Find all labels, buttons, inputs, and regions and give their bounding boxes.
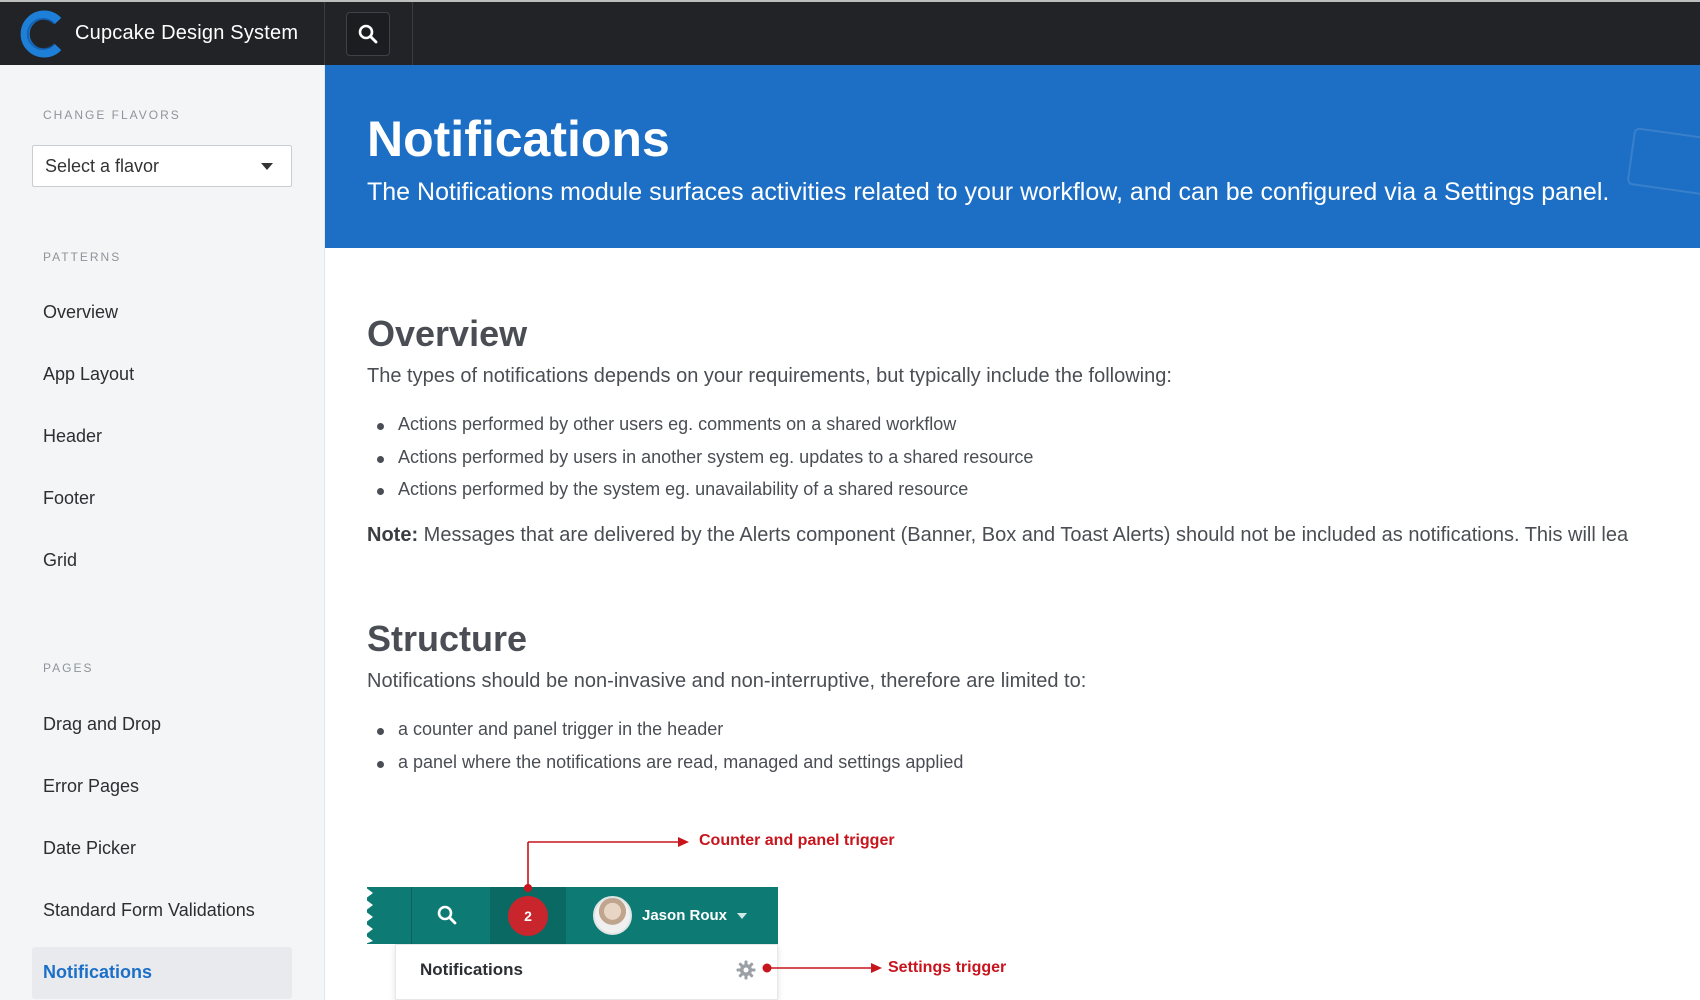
sidebar-item-label: Header (43, 426, 103, 446)
sidebar-item-footer[interactable] (32, 473, 292, 525)
callout-settings-label: Settings trigger (888, 959, 1007, 976)
user-name: Jason Roux (642, 907, 728, 924)
pages-heading: PAGES (43, 661, 94, 675)
note-label: Note: (367, 524, 419, 546)
sidebar-item-label: Notifications (43, 962, 153, 982)
sidebar-item-error-pages[interactable] (32, 761, 292, 813)
sidebar-item-header[interactable] (32, 411, 292, 463)
app-title: Cupcake Design System (75, 22, 299, 44)
sidebar-item-label: Grid (43, 550, 78, 570)
flavor-select-value: Select a flavor (45, 156, 160, 176)
overview-heading: Overview (367, 313, 528, 354)
sidebar-item-notifications[interactable] (32, 947, 292, 999)
overview-list (377, 414, 1033, 512)
search-button[interactable] (346, 12, 390, 56)
overview-note (367, 524, 1628, 547)
main-content (367, 248, 1700, 1000)
list-item: Actions performed by other users eg. comments on a shared workflow (377, 414, 1033, 447)
video-illustration-icon (1626, 127, 1700, 197)
sidebar-item-drag-and-drop[interactable] (32, 699, 292, 751)
sidebar-item-overview[interactable] (32, 287, 292, 339)
overview-intro: The types of notifications depends on your requirements, but typically include the following: (367, 365, 1172, 387)
structure-list (377, 719, 963, 784)
patterns-heading: PATTERNS (43, 250, 122, 264)
topbar-divider (412, 2, 413, 65)
sidebar-item-grid[interactable] (32, 535, 292, 587)
sidebar-item-label: Date Picker (43, 838, 137, 858)
sidebar-item-label: App Layout (43, 364, 135, 384)
search-icon (358, 24, 378, 44)
sidebar-item-label: Standard Form Validations (43, 900, 255, 920)
sidebar-item-standard-form-validations[interactable] (32, 885, 292, 937)
note-text: Messages that are delivered by the Alerts component (Banner, Box and Toast Alerts) should not be included as notifications. This will lea (418, 524, 1629, 546)
page-subtitle: The Notifications module surfaces activities related to your workflow, and can be configured via a Settings panel. (367, 178, 1610, 206)
sidebar-item-label: Drag and Drop (43, 714, 162, 734)
page-hero (325, 65, 1700, 248)
panel-title: Notifications (420, 960, 523, 979)
list-item: a counter and panel trigger in the header (377, 719, 963, 752)
sidebar-item-label: Overview (43, 302, 119, 322)
structure-intro: Notifications should be non-invasive and non-interruptive, therefore are limited to: (367, 670, 1087, 692)
flavor-select[interactable] (32, 145, 292, 187)
list-item: a panel where the notifications are read, managed and settings applied (377, 752, 963, 785)
list-item: Actions performed by the system eg. unavailability of a shared resource (377, 479, 1033, 512)
sidebar-item-label: Footer (43, 488, 96, 508)
top-bar (0, 0, 1700, 65)
page-title: Notifications (367, 111, 670, 167)
cupcake-logo-icon (20, 10, 66, 58)
notifications-structure-diagram (367, 828, 1067, 1000)
callout-counter-label: Counter and panel trigger (699, 832, 895, 849)
list-item: Actions performed by users in another system eg. updates to a shared resource (377, 447, 1033, 480)
sidebar-item-date-picker[interactable] (32, 823, 292, 875)
flavors-heading: CHANGE FLAVORS (43, 108, 181, 122)
structure-heading: Structure (367, 618, 528, 659)
notification-counter-badge: 2 (508, 896, 548, 936)
chevron-down-icon (261, 163, 273, 170)
sidebar-item-app-layout[interactable] (32, 349, 292, 401)
sidebar-item-label: Error Pages (43, 776, 140, 796)
brand[interactable] (0, 2, 325, 65)
sidebar (0, 65, 325, 1000)
